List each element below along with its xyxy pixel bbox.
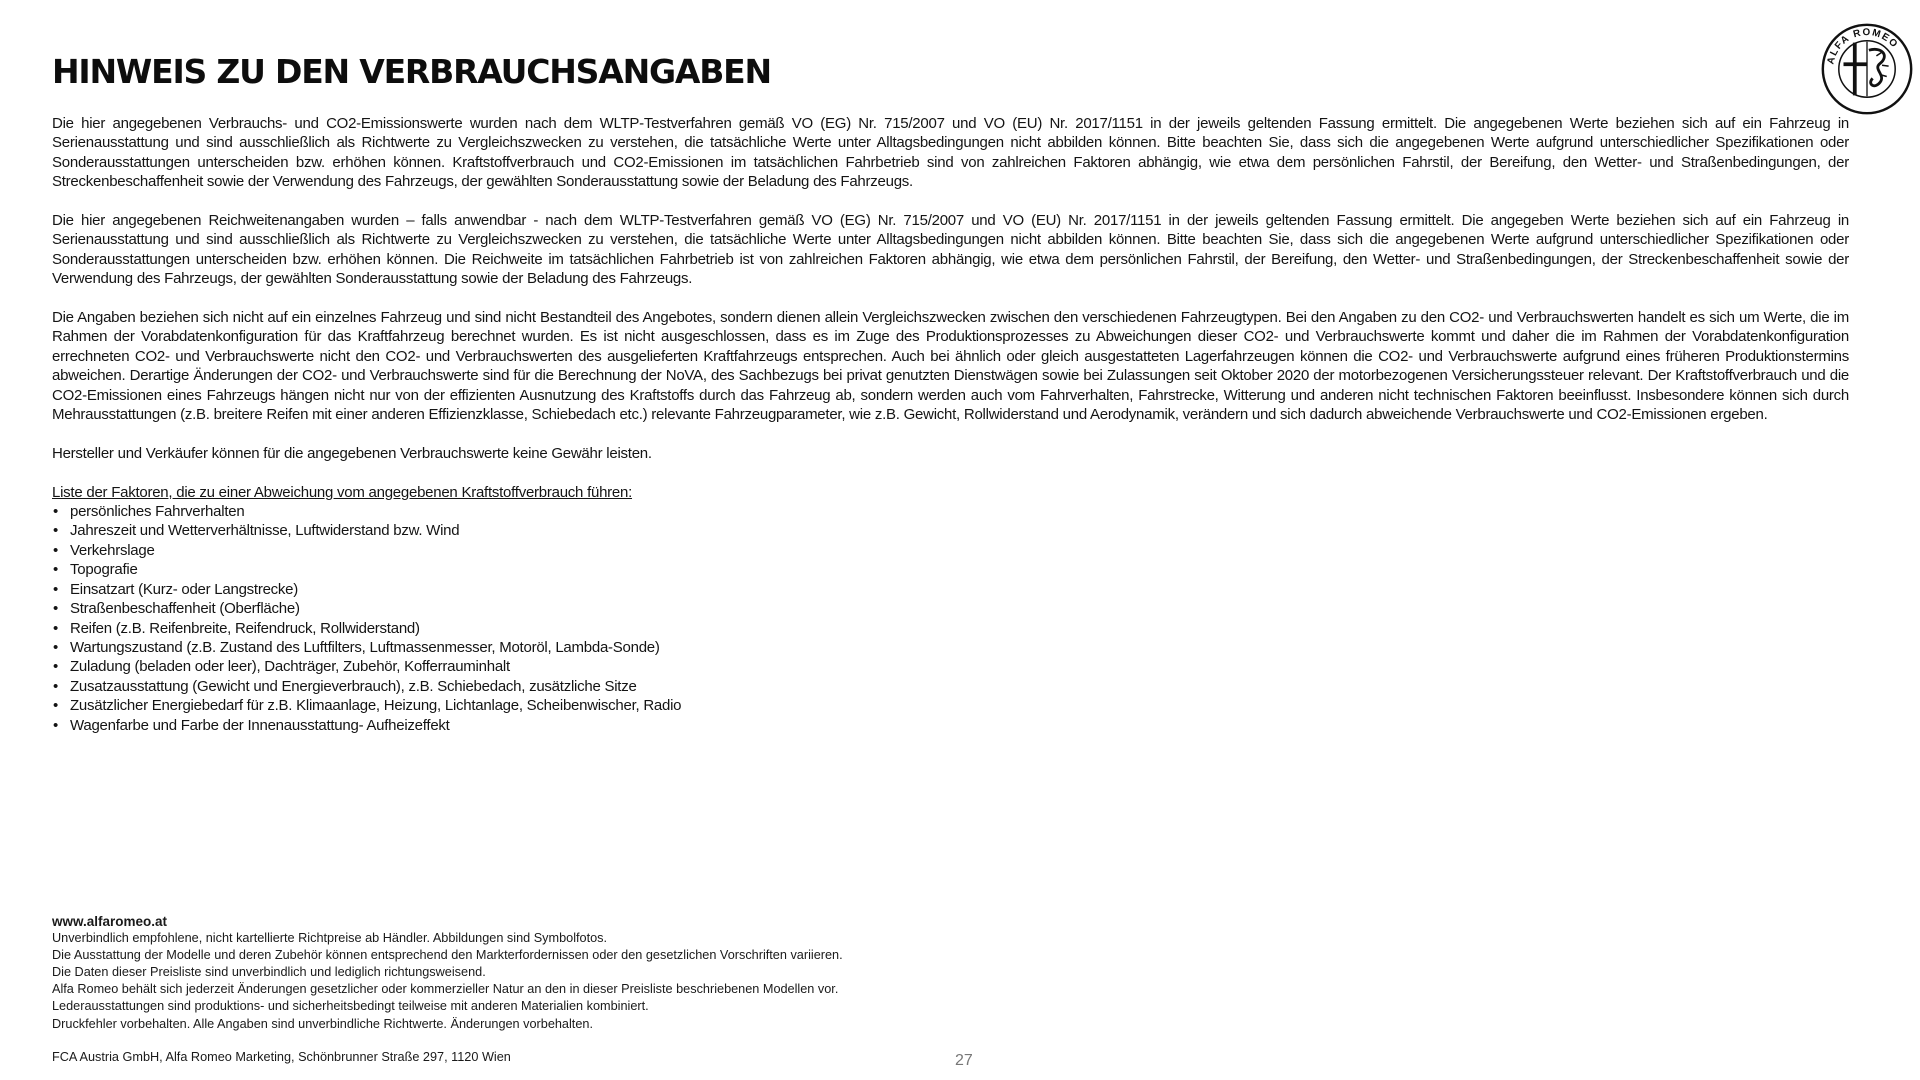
list-item: • Reifen (z.B. Reifenbreite, Reifendruck, Rollwiderstand) <box>52 619 1849 638</box>
list-item: • Topografie <box>52 560 1849 579</box>
paragraph-warranty: Hersteller und Verkäufer können für die angegebenen Verbrauchswerte keine Gewähr leisten. <box>52 444 652 462</box>
list-item: • Zusätzlicher Energiebedarf für z.B. Klimaanlage, Heizung, Lichtanlage, Scheibenwischer, Radio <box>52 696 1849 715</box>
alfa-romeo-logo <box>1820 22 1914 116</box>
footer <box>52 913 1052 1066</box>
footer-line: Die Daten dieser Preisliste sind unverbindlich und lediglich richtungsweisend. <box>52 965 486 980</box>
page-number: 27 <box>955 1052 973 1069</box>
list-item: • Einsatzart (Kurz- oder Langstrecke) <box>52 580 1849 599</box>
factor-list-heading: Liste der Faktoren, die zu einer Abweichung vom angegebenen Kraftstoffverbrauch führen: <box>52 483 633 501</box>
list-item: • Wagenfarbe und Farbe der Innenausstattung- Aufheizeffekt <box>52 716 1849 735</box>
company-address: FCA Austria GmbH, Alfa Romeo Marketing, Schönbrunner Straße 297, 1120 Wien <box>52 1049 511 1064</box>
list-item: • Zuladung (beladen oder leer), Dachträger, Zubehör, Kofferrauminhalt <box>52 657 1849 676</box>
list-item: • Verkehrslage <box>52 541 1849 560</box>
list-item: • Zusatzausstattung (Gewicht und Energieverbrauch), z.B. Schiebedach, zusätzliche Sitze <box>52 677 1849 696</box>
factor-list <box>52 502 1849 735</box>
disclaimer-content <box>52 114 1849 735</box>
website-link[interactable]: www.alfaromeo.at <box>52 914 168 929</box>
list-item: • Straßenbeschaffenheit (Oberfläche) <box>52 599 1849 618</box>
footer-line: Alfa Romeo behält sich jederzeit Änderungen gesetzlicher oder kommerzieller Natur an den in dieser Preisliste beschriebenen Modellen vor. <box>52 982 839 997</box>
footer-line: Lederausstattungen sind produktions- und sicherheitsbedingt teilweise mit anderen Materialien kombiniert. <box>52 999 649 1014</box>
paragraph-consumption: Die hier angegebenen Verbrauchs- und CO2-Emissionswerte wurden nach dem WLTP-Testverfahren gemäß VO (EG) Nr. 715/2007 und VO (EU) Nr. 2017/1151 in der jeweils geltenden Fassung ermittelt. Die angegebenen Werte beziehen sich auf ein Fahrzeug in Serienausstattung und sind ausschließlich als Richtwerte zu Vergleichszwecken zu verstehen, die tatsächliche Werte unter Alltagsbedingungen nicht abbilden können. Bitte beachten Sie, dass sich die angegebenen Werte aufgrund unterschiedlicher Spezifikationen oder Sonderausstattungen unterscheiden bzw. erhöhen können. Kraftstoffverbrauch und CO2-Emissionen im tatsächlichen Fahrbetrieb sind von zahlreichen Faktoren abhängig, wie etwa dem persönlichen Fahrstil, der Bereifung, den Wetter- und Straßenbedingungen, der Streckenbeschaffenheit sowie der Verwendung des Fahrzeugs, der gewählten Sonderausstattung sowie der Beladung des Fahrzeugs. <box>52 115 1849 191</box>
paragraph-range: Die hier angegebenen Reichweitenangaben wurden – falls anwendbar - nach dem WLTP-Testverfahren gemäß VO (EG) Nr. 715/2007 und VO (EU) Nr. 2017/1151 in der jeweils geltenden Fassung ermittelt. Die angegeben Werte beziehen sich auf ein Fahrzeug in Serienausstattung und sind ausschließlich als Richtwerte zu Vergleichszwecken zu verstehen, die tatsächliche Werte unter Alltagsbedingungen nicht abbilden können. Bitte beachten Sie, dass sich die angegebenen Werte aufgrund unterschiedlicher Spezifikationen oder Sonderausstattungen unterscheiden bzw. erhöhen können. Die Reichweite im tatsächlichen Fahrbetrieb ist von zahlreichen Faktoren abhängig, wie etwa dem persönlichen Fahrstil, der Bereifung, den Wetter- und Straßenbedingungen, der Streckenbeschaffenheit sowie der Verwendung des Fahrzeugs, der gewählten Sonderausstattung sowie der Beladung des Fahrzeugs. <box>52 212 1849 288</box>
list-item: • Wartungszustand (z.B. Zustand des Luftfilters, Luftmassenmesser, Motoröl, Lambda-Sonde) <box>52 638 1849 657</box>
list-item: • Jahreszeit und Wetterverhältnisse, Luftwiderstand bzw. Wind <box>52 521 1849 540</box>
footer-line: Druckfehler vorbehalten. Alle Angaben sind unverbindliche Richtwerte. Änderungen vorbehalten. <box>52 1016 593 1031</box>
footer-line: Die Ausstattung der Modelle und deren Zubehör können entsprechend den Markterfordernissen oder den gesetzlichen Vorschriften variieren. <box>52 948 843 963</box>
footer-line: Unverbindlich empfohlene, nicht kartellierte Richtpreise ab Händler. Abbildungen sind Symbolfotos. <box>52 931 608 946</box>
logo-text: ALFA ROMEO <box>1825 27 1901 66</box>
paragraph-vehicle-data: Die Angaben beziehen sich nicht auf ein einzelnes Fahrzeug und sind nicht Bestandteil des Angebotes, sondern dienen allein Vergleichszwecken zwischen den verschiedenen Fahrzeugtypen. Bei den Angaben zu den CO2- und Verbrauchswerten handelt es sich um Werte, die im Rahmen der Vorabdatenkonfiguration für das Kraftfahrzeug berechnet wurden. Es ist nicht ausgeschlossen, dass es im Zuge des Produktionsprozesses zu Abweichungen dieser CO2- und Verbrauchswerte kommt und daher die im Rahmen der Vorabdatenkonfiguration errechneten CO2- und Verbrauchswerte nicht den CO2- und Verbrauchswerten des ausgelieferten Kraftfahrzeugs entsprechen. Auch bei ähnlich oder gleich ausgestatteten Lagerfahrzeugen können die CO2- und Verbrauchswerte aufgrund eines früheren Produktionstermins abweichen. Derartige Änderungen der CO2- und Verbrauchswerte sind für die Berechnung der NoVA, des Sachbezugs bei privat genutzten Dienstwägen sowie bei Zulassungen seit Oktober 2020 der motorbezogenen Versicherungssteuer relevant. Der Kraftstoffverbrauch und die CO2-Emissionen eines Fahrzeugs hängen nicht nur von der effizienten Ausnutzung des Kraftstoffs durch das Fahrzeug ab, sondern werden auch vom Fahrverhalten, Fahrstrecke, Witterung und anderen nicht technischen Faktoren beeinflusst. Insbesondere können sich durch Mehrausstattungen (z.B. breitere Reifen mit einer anderen Effizienzklasse, Schiebedach etc.) relevante Fahrzeugparameter, wie z.B. Gewicht, Rollwiderstand und Aerodynamik, verändern und sich dadurch abweichende Verbrauchswerte und CO2-Emissionen ergeben. <box>52 309 1849 424</box>
page-title: HINWEIS ZU DEN VERBRAUCHSANGABEN <box>52 52 771 91</box>
list-item: • persönliches Fahrverhalten <box>52 502 1849 521</box>
